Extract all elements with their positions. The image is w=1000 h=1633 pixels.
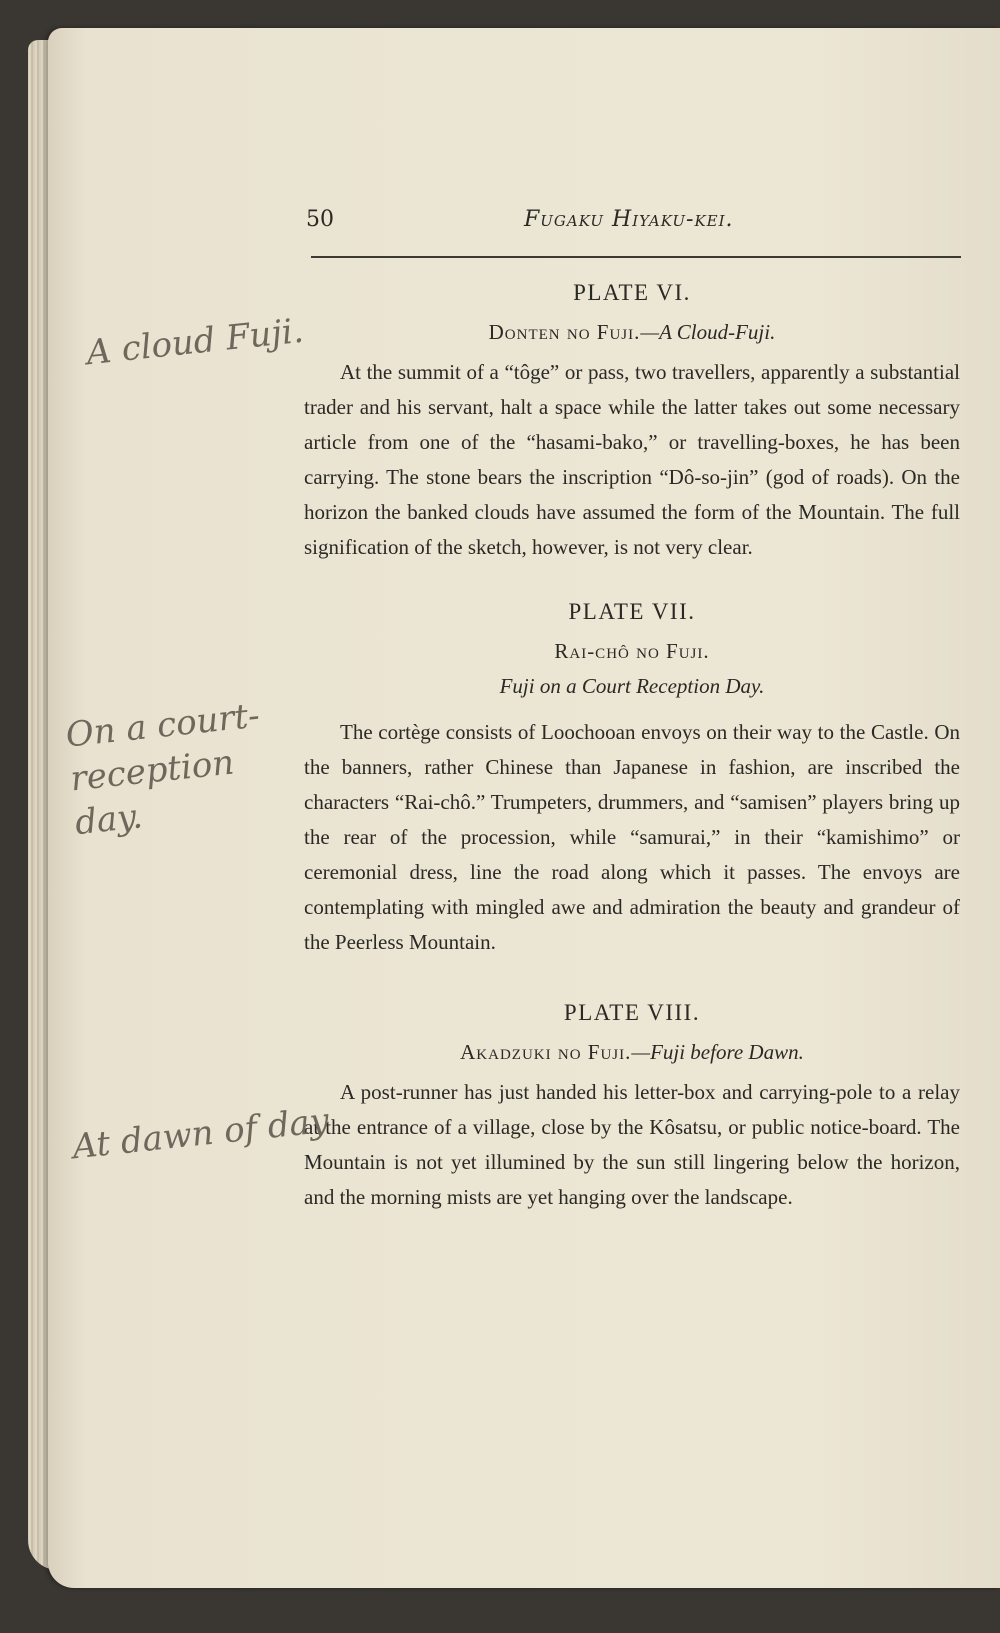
plate-heading: PLATE VII. bbox=[568, 599, 696, 624]
page-content bbox=[304, 280, 960, 1249]
plate-heading: PLATE VI. bbox=[573, 280, 691, 305]
plate-section bbox=[304, 1000, 960, 1215]
plate-subtitle bbox=[304, 1040, 960, 1065]
plate-description: The cortège consists of Loochooan envoys on their way to the Castle. On the banners, rather Chinese than Japanese in fashion, are inscribed the characters “Rai-chô.” Trumpeters, drummers, and “samisen” players bring up the rear of the procession, while “samurai,” in their “kamishimo” or ceremonial dress, line the road along which it passes. The envoys are contemplating with mingled awe and admiration the beauty and grandeur of the Peerless Mountain. bbox=[304, 720, 960, 954]
plate-subtitle-english: —Fuji before Dawn. bbox=[631, 1040, 804, 1064]
page-number: 50 bbox=[306, 207, 334, 232]
handwritten-margin-note: At dawn of day bbox=[70, 1100, 331, 1168]
plate-section bbox=[304, 280, 960, 565]
plate-subtitle-english: —A Cloud-Fuji. bbox=[640, 320, 776, 344]
page-header bbox=[306, 207, 960, 247]
handwritten-margin-note: On a court-reception day. bbox=[63, 695, 262, 844]
plate-subtitle-english: Fuji on a Court Reception Day. bbox=[499, 674, 765, 698]
header-rule bbox=[311, 256, 961, 258]
running-title: Fugaku Hiyaku-kei. bbox=[524, 207, 734, 232]
plate-subtitle-japanese: Akadzuki no Fuji. bbox=[460, 1040, 632, 1064]
plate-section bbox=[304, 599, 960, 960]
plate-subtitle-japanese: Rai-chô no Fuji. bbox=[554, 639, 710, 663]
plate-subtitle-japanese: Donten no Fuji. bbox=[488, 320, 641, 344]
plate-description: A post-runner has just handed his letter-box and carrying-pole to a relay at the entrance of a village, close by the Kôsatsu, or public notice-board. The Mountain is not yet illumined by the sun still lingering below the horizon, and the morning mists are yet hanging over the landscape. bbox=[304, 1080, 960, 1209]
plate-heading: PLATE VIII. bbox=[563, 1000, 701, 1025]
handwritten-margin-note: A cloud Fuji. bbox=[84, 310, 306, 374]
plate-description: At the summit of a “tôge” or pass, two travellers, apparently a substantial trader and his servant, halt a space while the latter takes out some necessary article from one of the “hasami-bako,” or travelling-boxes, he has been carrying. The stone bears the inscription “Dô-so-jin” (god of roads). On the horizon the banked clouds have assumed the form of the Mountain. The full signification of the sketch, however, is not very clear. bbox=[304, 360, 960, 559]
plate-subtitle bbox=[304, 320, 960, 345]
